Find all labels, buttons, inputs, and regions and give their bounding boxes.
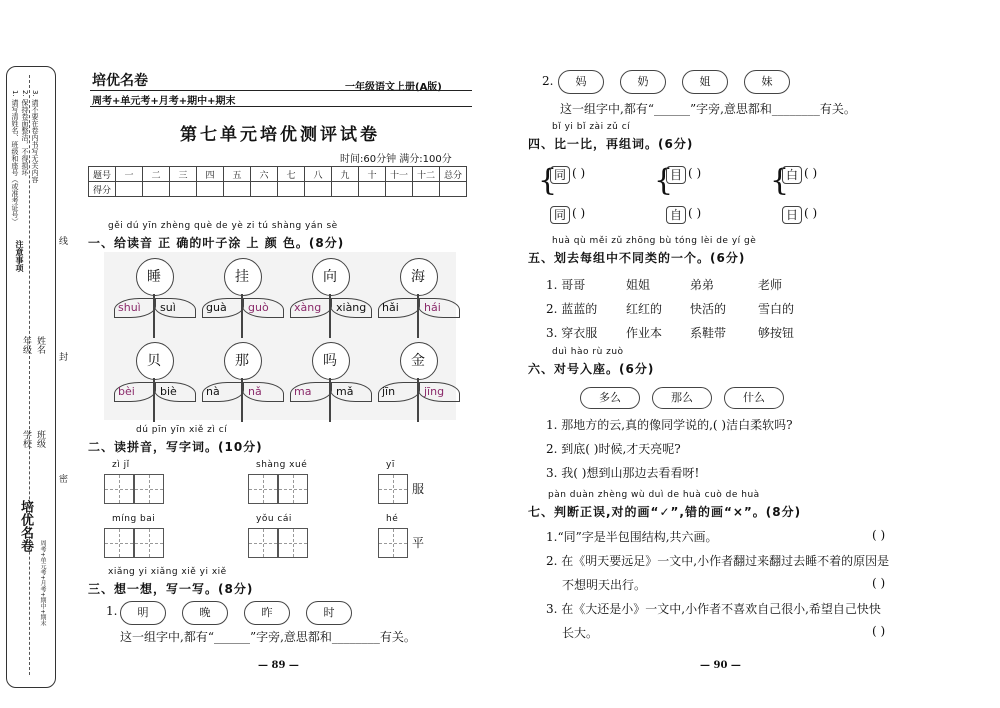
score-header-cell: 六 bbox=[251, 167, 278, 182]
s2-pinyin: dú pīn yīn xiě zì cí bbox=[136, 425, 228, 435]
brace-mark: { bbox=[770, 163, 790, 198]
leaf-right-pinyin: nǎ bbox=[248, 385, 262, 398]
side-rule-1: 1. 请写清姓名、班级和座号（或准考证号） bbox=[11, 90, 19, 225]
leaf-left-pinyin: hǎi bbox=[382, 301, 399, 314]
score-header-cell: 四 bbox=[197, 167, 224, 182]
score-cell[interactable] bbox=[116, 182, 143, 197]
answer-parenthesis[interactable]: ( ) bbox=[872, 624, 886, 638]
group-word[interactable]: 够按钮 bbox=[758, 326, 795, 340]
flower-item bbox=[108, 258, 198, 340]
side-rules-label: 注意事项 bbox=[15, 240, 24, 272]
group-word[interactable]: 快活的 bbox=[690, 302, 727, 316]
flower-character: 贝 bbox=[147, 353, 161, 369]
judge-question-line: 不想明天出行。 bbox=[562, 578, 647, 592]
judge-question-line: 1.“同”字是半包围结构,共六画。 bbox=[546, 530, 718, 544]
flower-item bbox=[372, 258, 462, 340]
side-close-mark: 密 bbox=[57, 474, 67, 483]
leaf-right-pinyin: guò bbox=[248, 301, 269, 314]
flower-item bbox=[284, 342, 374, 424]
score-header-cell: 二 bbox=[143, 167, 170, 182]
score-header-cell: 总分 bbox=[440, 167, 467, 182]
score-header-cell: 十 bbox=[359, 167, 386, 182]
answer-blank[interactable]: ( ) bbox=[572, 166, 586, 180]
compare-character: 日 bbox=[782, 206, 802, 224]
leaf-left-pinyin: guà bbox=[206, 301, 227, 314]
header-rule-2 bbox=[90, 106, 472, 107]
page-number-left: — 89 — bbox=[258, 660, 299, 671]
score-header-cell: 九 bbox=[332, 167, 359, 182]
score-cell[interactable] bbox=[251, 182, 278, 197]
judge-question-line: 长大。 bbox=[562, 626, 599, 640]
section-2-heading: 二、读拼音，写字词。(10分) bbox=[88, 440, 263, 454]
side-rule-3: 3. 请不要在卷内书写无关内容 bbox=[31, 90, 39, 183]
q2-number: 2. bbox=[542, 74, 554, 88]
score-row bbox=[89, 182, 467, 197]
time-info: 时间:60分钟 满分:100分 bbox=[340, 154, 452, 165]
brace-mark: { bbox=[538, 163, 558, 198]
side-field-grade: 年级 bbox=[21, 336, 31, 354]
score-cell[interactable] bbox=[440, 182, 467, 197]
s5-pinyin: huà qù měi zǔ zhōng bù tóng lèi de yí gè bbox=[552, 236, 757, 246]
s3-pinyin: xiǎng yi xiǎng xiě yi xiě bbox=[108, 567, 227, 577]
flower-item bbox=[196, 258, 286, 340]
leaf-left-pinyin: jīn bbox=[382, 385, 396, 398]
flower-character: 吗 bbox=[323, 353, 337, 369]
flower-item bbox=[372, 342, 462, 424]
side-line-mark: 线 bbox=[57, 236, 67, 245]
judge-question-line: 3. 在《大还是小》一文中,小作者不喜欢自己很小,希望自己快快 bbox=[546, 602, 881, 616]
cloud-character: 妹 bbox=[744, 70, 790, 94]
leaf-right-pinyin: biè bbox=[160, 385, 177, 398]
side-field-class: 班级 bbox=[35, 430, 45, 448]
compare-character: 同 bbox=[550, 206, 570, 224]
score-header-cell: 三 bbox=[170, 167, 197, 182]
writing-grid-cell[interactable] bbox=[378, 474, 408, 504]
score-table bbox=[88, 166, 467, 197]
flower-item bbox=[284, 258, 374, 340]
s6-pinyin: duì hào rù zuò bbox=[552, 347, 624, 357]
score-header-cell: 十二 bbox=[413, 167, 440, 182]
group-word[interactable]: 雪白的 bbox=[758, 302, 795, 316]
flower-character: 睡 bbox=[147, 269, 161, 285]
leaf-right-pinyin: suì bbox=[160, 301, 176, 314]
s4-pinyin: bǐ yi bǐ zài zǔ cí bbox=[552, 122, 631, 132]
cloud-character: 奶 bbox=[620, 70, 666, 94]
writing-grid-cell[interactable] bbox=[104, 474, 134, 504]
leaf-left-pinyin: shuì bbox=[118, 301, 141, 314]
answer-blank[interactable]: ( ) bbox=[804, 206, 818, 220]
score-cell[interactable] bbox=[332, 182, 359, 197]
score-cell[interactable] bbox=[305, 182, 332, 197]
fill-question: 2. 到底( )时候,才天亮呢? bbox=[546, 442, 681, 456]
side-field-name: 姓名 bbox=[35, 336, 45, 354]
compare-character: 自 bbox=[666, 206, 686, 224]
leaf-right-pinyin: hái bbox=[424, 301, 441, 314]
cloud-character: 妈 bbox=[558, 70, 604, 94]
leaf-right-pinyin: xiàng bbox=[336, 301, 367, 314]
section-1-heading: 一、给读音 正 确的叶子涂 上 颜 色。(8分) bbox=[88, 236, 345, 250]
section-4-heading: 四、比一比，再组词。(6分) bbox=[528, 137, 694, 151]
side-rule-2: 2. 保持卷面整洁，不得损坏 bbox=[21, 90, 29, 176]
side-logo-sub: 周考+单元考+月考+期中+期末 bbox=[39, 540, 46, 627]
writing-grid-cell[interactable] bbox=[378, 528, 408, 558]
compare-character: 白 bbox=[782, 166, 802, 184]
score-header-cell: 题号 bbox=[89, 167, 116, 182]
score-header-cell: 七 bbox=[278, 167, 305, 182]
q2-text: 这一组字中,都有“______”字旁,意思都和________有关。 bbox=[560, 102, 856, 116]
score-header-cell: 一 bbox=[116, 167, 143, 182]
word-pinyin: zì jǐ bbox=[112, 460, 130, 470]
flower-character: 向 bbox=[323, 269, 337, 285]
choice-word: 那么 bbox=[652, 387, 712, 409]
writing-grid-cell[interactable] bbox=[248, 528, 278, 558]
score-cell[interactable] bbox=[413, 182, 440, 197]
writing-grid-cell[interactable] bbox=[104, 528, 134, 558]
word-suffix-character: 平 bbox=[412, 536, 425, 550]
header-logo: 培优名卷 bbox=[92, 73, 148, 89]
judge-question-line: 2. 在《明天要远足》一文中,小作者翻过来翻过去睡不着的原因是 bbox=[546, 554, 890, 568]
choice-word: 什么 bbox=[724, 387, 784, 409]
score-cell[interactable] bbox=[386, 182, 413, 197]
group-word[interactable]: 3. 穿衣服 bbox=[546, 326, 598, 340]
word-pinyin: hé bbox=[386, 514, 399, 524]
flower-character: 挂 bbox=[235, 269, 249, 285]
group-word[interactable]: 系鞋带 bbox=[690, 326, 727, 340]
score-header-cell: 五 bbox=[224, 167, 251, 182]
writing-grid-cell[interactable] bbox=[278, 528, 308, 558]
cloud-character: 时 bbox=[306, 601, 352, 625]
word-pinyin: yǒu cái bbox=[256, 514, 292, 524]
compare-character: 目 bbox=[666, 166, 686, 184]
group-word[interactable]: 老师 bbox=[758, 278, 783, 292]
leaf-left-pinyin: ma bbox=[294, 385, 312, 398]
answer-parenthesis[interactable]: ( ) bbox=[872, 576, 886, 590]
answer-blank[interactable]: ( ) bbox=[688, 206, 702, 220]
word-suffix-character: 服 bbox=[412, 482, 425, 496]
group-word[interactable]: 姐姐 bbox=[626, 278, 651, 292]
score-cell[interactable] bbox=[197, 182, 224, 197]
cloud-character: 晚 bbox=[182, 601, 228, 625]
word-pinyin: yī bbox=[386, 460, 395, 470]
score-cell[interactable] bbox=[278, 182, 305, 197]
score-header-cell: 八 bbox=[305, 167, 332, 182]
score-cell[interactable] bbox=[359, 182, 386, 197]
group-word[interactable]: 作业本 bbox=[626, 326, 663, 340]
brace-mark: { bbox=[654, 163, 674, 198]
score-header-row bbox=[89, 167, 467, 182]
word-pinyin: míng bai bbox=[112, 514, 156, 524]
header-subtitle: 周考+单元考+月考+期中+期末 bbox=[92, 96, 236, 107]
flower-character: 那 bbox=[235, 353, 249, 369]
group-word[interactable]: 弟弟 bbox=[690, 278, 715, 292]
answer-blank[interactable]: ( ) bbox=[804, 166, 818, 180]
page-title: 第七单元培优测评试卷 bbox=[180, 125, 380, 145]
group-word[interactable]: 1. 哥哥 bbox=[546, 278, 586, 292]
compare-character: 同 bbox=[550, 166, 570, 184]
score-cell: 得分 bbox=[89, 182, 116, 197]
fill-question: 3. 我( )想到山那边去看看呀! bbox=[546, 466, 700, 480]
section-3-heading: 三、想一想，写一写。(8分) bbox=[88, 582, 254, 596]
flower-item bbox=[196, 342, 286, 424]
flower-character: 金 bbox=[411, 353, 425, 369]
leaf-left-pinyin: nà bbox=[206, 385, 220, 398]
answer-parenthesis[interactable]: ( ) bbox=[872, 528, 886, 542]
leaf-left-pinyin: xàng bbox=[294, 301, 322, 314]
cloud-character: 姐 bbox=[682, 70, 728, 94]
page-number-right: — 90 — bbox=[700, 660, 741, 671]
writing-grid-cell[interactable] bbox=[248, 474, 278, 504]
score-header-cell: 十一 bbox=[386, 167, 413, 182]
answer-blank[interactable]: ( ) bbox=[572, 206, 586, 220]
q1-number: 1. bbox=[106, 604, 118, 618]
group-word[interactable]: 2. 蓝蓝的 bbox=[546, 302, 598, 316]
choice-word: 多么 bbox=[580, 387, 640, 409]
header-rule bbox=[90, 90, 472, 91]
side-field-school: 学校 bbox=[21, 430, 31, 448]
cloud-character: 明 bbox=[120, 601, 166, 625]
s1-pinyin: gěi dú yīn zhèng què de yè zi tú shàng yán sè bbox=[108, 221, 338, 231]
leaf-right-pinyin: jīng bbox=[424, 385, 445, 398]
group-word[interactable]: 红红的 bbox=[626, 302, 663, 316]
leaf-right-pinyin: mǎ bbox=[336, 385, 354, 398]
cloud-character: 昨 bbox=[244, 601, 290, 625]
writing-grid-cell[interactable] bbox=[278, 474, 308, 504]
side-seal-mark: 封 bbox=[57, 352, 67, 361]
answer-blank[interactable]: ( ) bbox=[688, 166, 702, 180]
side-logo: 培优名卷 bbox=[18, 500, 33, 552]
writing-grid-cell[interactable] bbox=[134, 528, 164, 558]
score-cell[interactable] bbox=[224, 182, 251, 197]
writing-grid-cell[interactable] bbox=[134, 474, 164, 504]
word-pinyin: shàng xué bbox=[256, 460, 308, 470]
leaf-left-pinyin: bèi bbox=[118, 385, 135, 398]
section-5-heading: 五、划去每组中不同类的一个。(6分) bbox=[528, 251, 746, 265]
flower-character: 海 bbox=[411, 269, 425, 285]
q1-text: 这一组字中,都有“______”字旁,意思都和________有关。 bbox=[120, 630, 416, 644]
section-6-heading: 六、对号入座。(6分) bbox=[528, 362, 655, 376]
score-cell[interactable] bbox=[143, 182, 170, 197]
section-7-heading: 七、判断正误,对的画“✓”,错的画“×”。(8分) bbox=[528, 505, 802, 519]
header-grade: 一年级语文上册(A版) bbox=[345, 82, 442, 93]
fill-question: 1. 那地方的云,真的像同学说的,( )洁白柔软吗? bbox=[546, 418, 793, 432]
s7-pinyin: pàn duàn zhèng wù duì de huà cuò de huà bbox=[548, 490, 760, 500]
flower-item bbox=[108, 342, 198, 424]
score-cell[interactable] bbox=[170, 182, 197, 197]
